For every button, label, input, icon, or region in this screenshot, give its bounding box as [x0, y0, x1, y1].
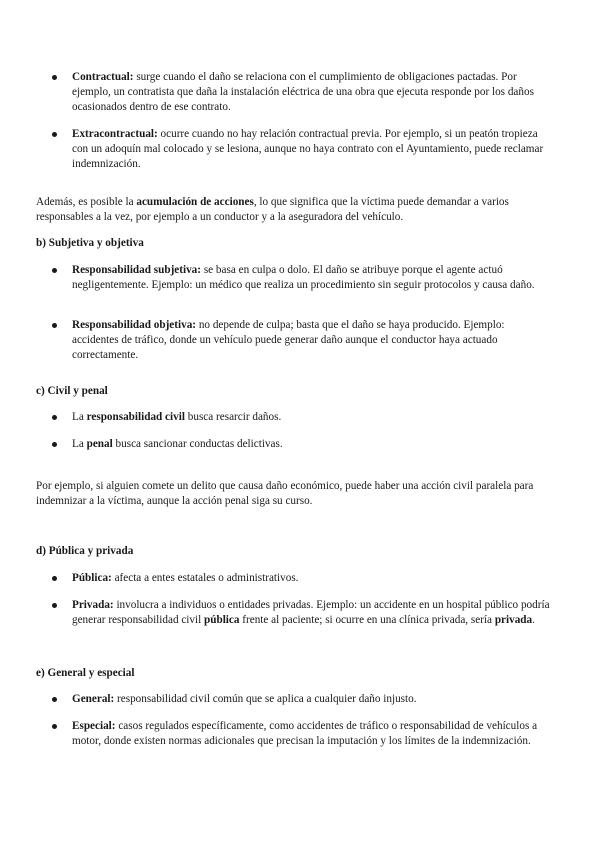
term-contractual: Contractual:: [72, 71, 134, 83]
privada-text3: .: [532, 614, 535, 626]
privada-bold1: pública: [204, 614, 240, 626]
term-general: General:: [72, 693, 115, 705]
bullet-icon: [52, 724, 57, 729]
term-especial: Especial:: [72, 720, 116, 732]
list-item-civil: [72, 410, 550, 425]
text-general: responsabilidad civil común que se aplica a cualquier daño injusto.: [114, 693, 417, 705]
list-item-general: [72, 692, 550, 707]
list-item-contractual: [72, 70, 550, 115]
list-item-especial: [72, 719, 550, 749]
list-item-penal: [72, 437, 550, 452]
list-item-subjetiva: [72, 263, 550, 293]
privada-text2: frente al paciente; si ocurre en una clínica privada, sería: [239, 614, 495, 626]
bullet-icon: [52, 268, 57, 273]
heading-general-especial: e) General y especial: [36, 667, 135, 679]
bullet-icon: [52, 323, 57, 328]
text-contractual: surge cuando el daño se relaciona con el cumplimiento de obligaciones pactadas. Por ejemplo, un contratista que daña la instalación eléctrica de una obra que ejecuta responde por los daños ocasionados dentro de ese contrato.: [72, 71, 534, 113]
penal-pre: La: [72, 438, 87, 450]
paragraph-ejemplo-delito: Por ejemplo, si alguien comete un delito que causa daño económico, puede haber una acción civil paralela para indemnizar a la víctima, aunque la acción penal siga su curso.: [36, 480, 534, 507]
text-objetiva: no depende de culpa; basta que el daño se haya producido. Ejemplo: accidentes de tráfico, donde un vehículo puede generar daño aunque el conductor haya actuado correctamente.: [72, 319, 505, 361]
list-item-objetiva: [72, 318, 550, 363]
heading-publica-privada: d) Pública y privada: [36, 545, 134, 557]
term-extracontractual: Extracontractual:: [72, 128, 158, 140]
heading-civil-penal: c) Civil y penal: [36, 385, 108, 397]
para1-bold: acumulación de acciones: [136, 196, 254, 208]
para1-after: , lo que significa que la víctima puede demandar a varios responsables a la vez, por ejemplo a un conductor y a la aseguradora del vehículo.: [36, 196, 509, 223]
bullet-icon: [52, 442, 57, 447]
term-objetiva: Responsabilidad objetiva:: [72, 319, 197, 331]
list-item-privada: [72, 598, 550, 628]
bullet-icon: [52, 415, 57, 420]
bullet-icon: [52, 576, 57, 581]
list-item-extracontractual: [72, 127, 550, 172]
bullet-icon: [52, 697, 57, 702]
para1-before: Además, es posible la: [36, 196, 137, 208]
paragraph-acumulacion: [36, 195, 552, 225]
bullet-icon: [52, 603, 57, 608]
penal-bold: penal: [86, 438, 113, 450]
term-subjetiva: Responsabilidad subjetiva:: [72, 264, 202, 276]
privada-bold2: privada: [494, 614, 533, 626]
text-publica: afecta a entes estatales o administrativos.: [111, 572, 299, 584]
text-extracontractual: ocurre cuando no hay relación contractual previa. Por ejemplo, si un peatón tropieza con un adoquín mal colocado y se lesiona, aunque no haya contrato con el Ayuntamiento, puede reclamar indemnización.: [72, 128, 544, 170]
privada-text1: involucra a individuos o entidades privadas. Ejemplo: un accidente en un hospital público podría generar responsabilidad civil: [72, 599, 550, 626]
heading-subjetiva-objetiva: b) Subjetiva y objetiva: [36, 237, 144, 249]
bullet-icon: [52, 132, 57, 137]
list-item-publica: [72, 571, 550, 586]
civil-bold: responsabilidad civil: [86, 411, 185, 423]
term-publica: Pública:: [72, 572, 112, 584]
civil-pre: La: [72, 411, 87, 423]
term-privada: Privada:: [72, 599, 114, 611]
text-especial: casos regulados específicamente, como accidentes de tráfico o responsabilidad de vehículos a motor, donde existen normas adicionales que precisan la imputación y los límites de la indemnización.: [72, 720, 538, 747]
civil-post: busca resarcir daños.: [184, 411, 282, 423]
bullet-icon: [52, 75, 57, 80]
penal-post: busca sancionar conductas delictivas.: [112, 438, 283, 450]
text-subjetiva: se basa en culpa o dolo. El daño se atribuye porque el agente actuó negligentemente. Ejemplo: un médico que realiza un procedimiento sin seguir protocolos y causa daño.: [72, 264, 535, 291]
